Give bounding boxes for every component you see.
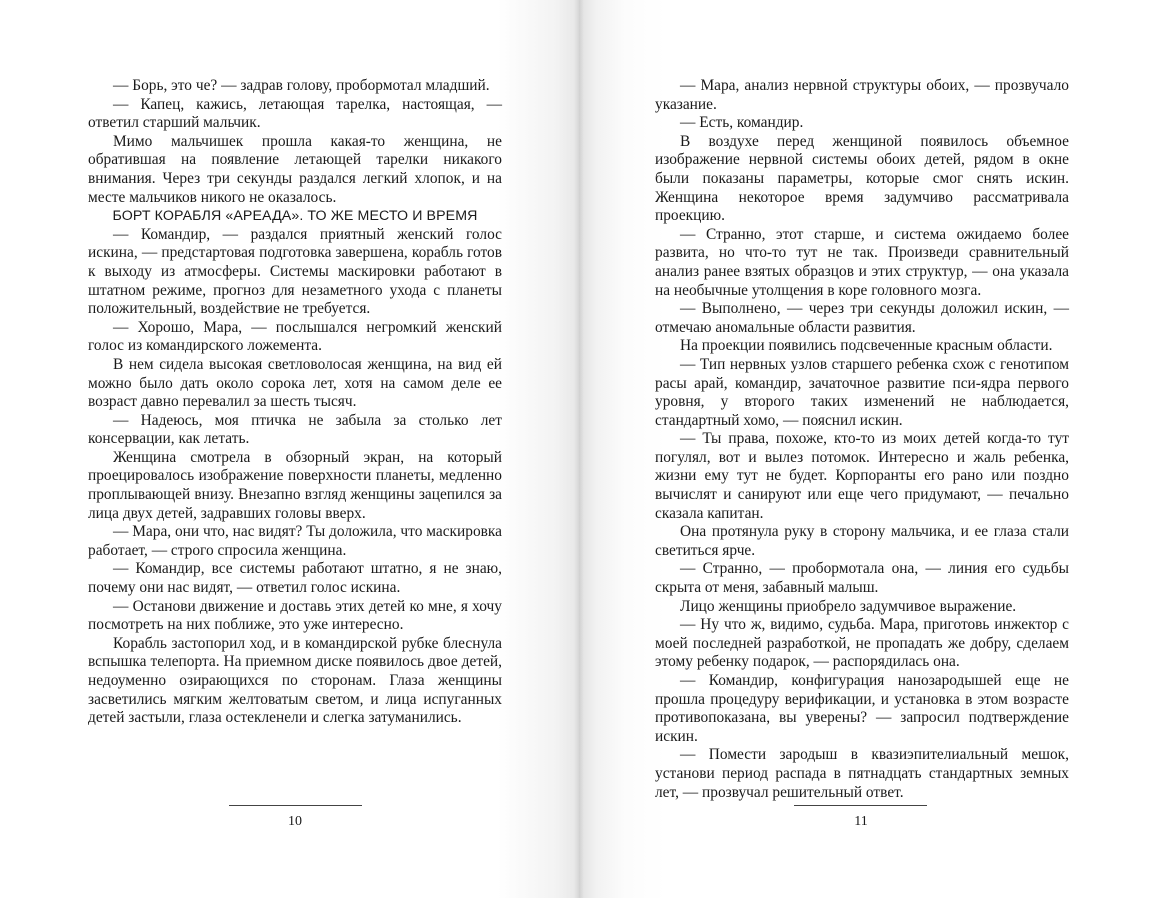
paragraph: — Помести зародыш в квазиэпителиальный мешок, установи период распада в пятнадцать стандартных земных лет, — прозвучал решительный ответ.	[655, 746, 1069, 801]
paragraph: — Надеюсь, моя птичка не забыла за столько лет консервации, как летать.	[88, 411, 502, 448]
paragraph: Лицо женщины приобрело задумчивое выражение.	[680, 597, 1017, 615]
paragraph: — Мара, они что, нас видят? Ты доложила, что маскировка работает, — строго спросила женщина.	[88, 523, 502, 559]
paragraph: — Хорошо, Мара, — послышался негромкий женский голос из командирского ложемента.	[88, 318, 502, 355]
paragraph: — Странно, этот старше, и система ожидаемо более развита, но что-то тут не так. Произведи сравнительный анализ ранее взятых образцов и этих структур, — она указала на необычные утолщения в коре головного мозга.	[655, 225, 1069, 299]
paragraph: Мимо мальчишек прошла какая-то женщина, не обратившая на появление летающей тарелки никакого внимания. Через три секунды раздался легкий хлопок, и на месте мальчиков никого не оказалось.	[88, 132, 502, 206]
paragraph: — Капец, кажись, летающая тарелка, настоящая, — ответил старший мальчик.	[88, 95, 502, 132]
footer-rule	[229, 805, 362, 806]
paragraph: В нем сидела высокая светловолосая женщина, на вид ей можно было дать около сорока лет, хотя на самом деле ее возраст давно перевалил за шесть тысяч.	[88, 355, 502, 411]
paragraph: — Командир, все системы работают штатно, я не знаю, почему они нас видят, — ответил голос искина.	[88, 560, 502, 597]
page-number: 11	[854, 814, 868, 829]
book-gutter-shadow	[574, 0, 584, 898]
paragraph: На проекции появились подсвеченные красным области.	[680, 337, 1053, 355]
paragraph: Корабль застопорил ход, и в командирской рубке блеснула вспышка телепорта. На приемном диске появилось двое детей, недоуменно озирающихся по сторонам. Глаза женщины засветились мягким желтоватым светом, и лица испуганных детей застыли, глаза остекленели и слегка затуманились.	[88, 634, 502, 727]
paragraph: — Мара, анализ нервной структуры обоих, — прозвучало указание.	[655, 77, 1069, 113]
paragraph: — Командир, конфигурация нанозародышей еще не прошла процедуру верификации, и установка в этом возрасте противопоказана, вы уверены? — запросил подтверждение искин.	[655, 672, 1069, 745]
section-heading: БОРТ КОРАБЛЯ «АРЕАДА». ТО ЖЕ МЕСТО И ВРЕМЯ	[112, 208, 478, 225]
paragraph: — Есть, командир.	[680, 114, 804, 132]
paragraph: — Странно, — пробормотала она, — линия его судьбы скрыта от меня, забавный малыш.	[655, 560, 1069, 597]
right-page	[579, 0, 1158, 898]
paragraph: Она протянула руку в сторону мальчика, и ее глаза стали светиться ярче.	[655, 523, 1069, 559]
footer-rule	[794, 805, 927, 806]
right-page-text	[655, 77, 1069, 802]
paragraph: — Ты права, похоже, кто-то из моих детей когда-то тут погулял, вот и вылез потомок. Интересно и жаль ребенка, жизни ему тут не будет. Корпоранты его рано или поздно вычислят и санируют или еще чего придумают, — печально сказала капитан.	[655, 430, 1069, 522]
page-number: 10	[288, 814, 302, 829]
paragraph: Женщина смотрела в обзорный экран, на который проецировалось изображение поверхности планеты, медленно проплывающей внизу. Внезапно взгляд женщины зацепился за лица двух детей, задравших головы вверх.	[88, 448, 502, 522]
paragraph: В воздухе перед женщиной появилось объемное изображение нервной системы обоих детей, рядом в окне были показаны параметры, которые смог снять искин. Женщина некоторое время задумчиво рассматривала проекцию.	[655, 132, 1069, 225]
paragraph: — Останови движение и доставь этих детей ко мне, я хочу посмотреть на них поближе, это уже интересно.	[88, 597, 502, 634]
paragraph: — Тип нервных узлов старшего ребенка схож с генотипом расы арай, командир, зачаточное развитие пси-ядра первого уровня, у второго таких изменений не наблюдается, стандартный хомо, — пояснил искин.	[655, 355, 1069, 429]
paragraph: — Командир, — раздался приятный женский голос искина, — предстартовая подготовка завершена, корабль готов к выходу из атмосферы. Системы маскировки работают в штатном режиме, прогноз для незаметного ухода с планеты положительный, воздействие не требуется.	[88, 225, 502, 318]
left-page-text	[88, 77, 502, 728]
paragraph: — Ну что ж, видимо, судьба. Мара, приготовь инжектор с моей последней разработкой, не пропадать же добру, сделаем этому ребенку подарок, — распорядилась она.	[655, 616, 1069, 671]
paragraph: — Борь, это че? — задрав голову, пробормотал младший.	[113, 77, 490, 94]
paragraph: — Выполнено, — через три секунды доложил искин, — отмечаю аномальные области развития.	[655, 300, 1069, 336]
